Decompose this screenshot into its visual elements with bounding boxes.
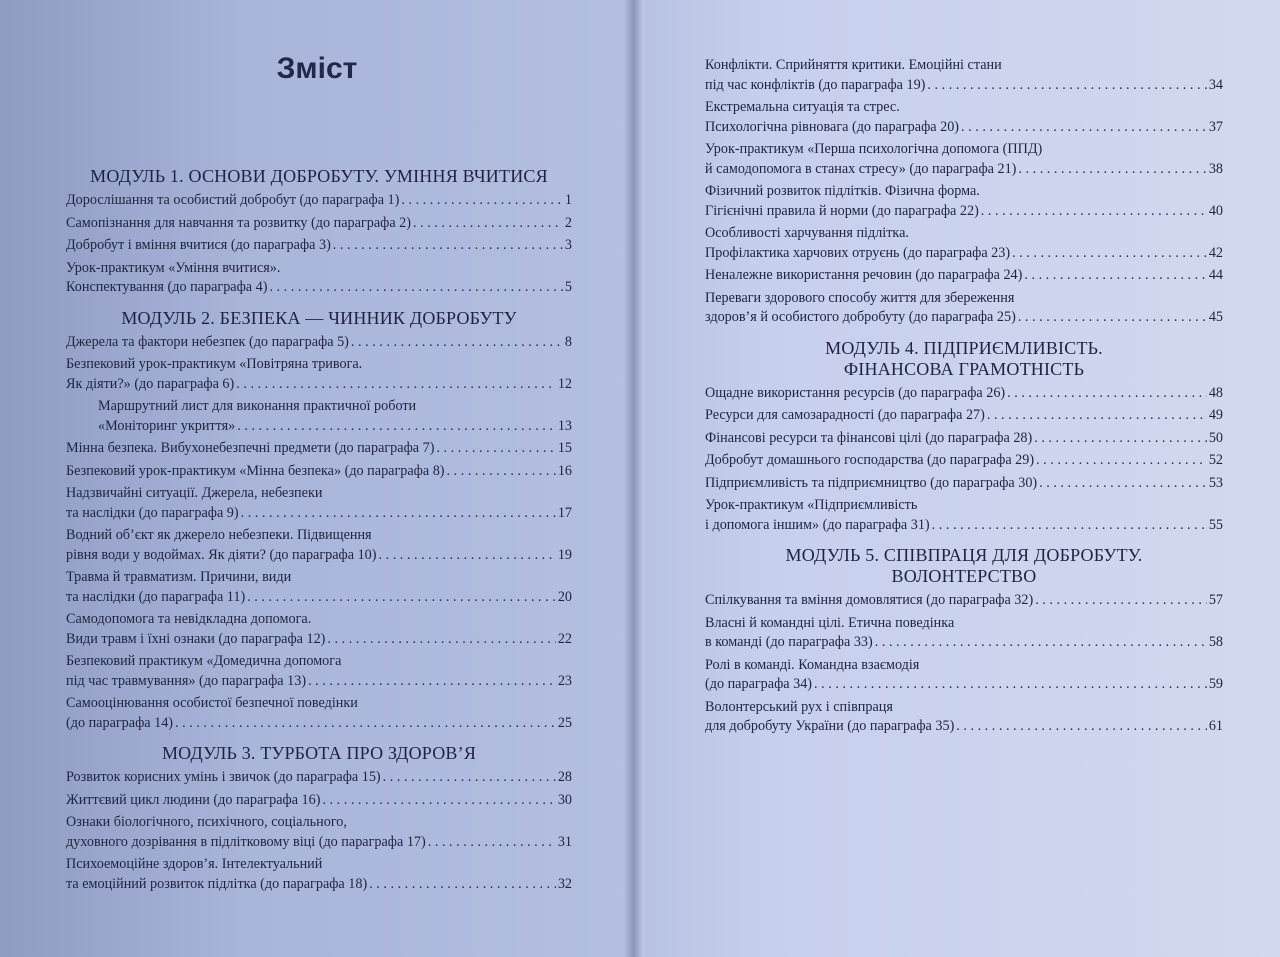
toc-entry-text: Власні й командні цілі. Етична поведінка	[705, 614, 955, 631]
page-number: 17	[557, 504, 572, 521]
toc-entry	[66, 355, 572, 394]
toc-entry-text: Самодопомога та невідкладна допомога.	[66, 611, 312, 627]
toc-entry	[705, 289, 1223, 328]
toc-entry-text: Неналежне використання речовин (до параграфа 24)	[705, 267, 1023, 283]
toc-entry-text: Маршрутний лист для виконання практичної роботи	[98, 398, 417, 414]
dot-leader	[1018, 308, 1207, 328]
toc-entry-text: Ознаки біологічного, психічного, соціального,	[66, 814, 347, 830]
toc-entry	[705, 140, 1223, 179]
toc-entry-text: для добробуту України (до параграфа 35)	[705, 718, 955, 734]
dot-leader	[1024, 266, 1206, 286]
toc-entry-text: Види травм і їхні ознаки (до параграфа 12)	[66, 630, 326, 647]
toc-entry-text: Розвиток корисних умінь і звичок (до параграфа 15)	[66, 769, 381, 785]
page-number: 37	[1208, 118, 1223, 135]
dot-leader	[1036, 451, 1207, 471]
dot-leader	[333, 236, 563, 256]
toc-entry-text: Водний об’єкт як джерело небезпеки. Підвищення	[66, 527, 372, 543]
page-number: 1	[564, 192, 572, 208]
toc-entry	[705, 98, 1223, 137]
toc-entry	[705, 429, 1223, 449]
toc-entry	[66, 568, 572, 607]
toc-entry	[705, 224, 1223, 263]
toc-entry-text: Самооцінювання особистої безпечної поведінки	[66, 695, 358, 711]
page-number: 23	[557, 672, 572, 689]
toc-entry	[66, 768, 572, 788]
toc-entry	[705, 591, 1223, 611]
page-number: 5	[564, 279, 572, 295]
toc-entry-text: Самопізнання для навчання та розвитку (до параграфа 2)	[66, 214, 411, 231]
toc-entry-text: Психологічна рівновага (до параграфа 20)	[705, 118, 960, 135]
module-heading	[66, 166, 572, 187]
module-heading-line: МОДУЛЬ 1. ОСНОВИ ДОБРОБУТУ. УМІННЯ ВЧИТИСЯ	[90, 166, 548, 186]
page-number: 38	[1208, 160, 1223, 177]
page-number: 55	[1208, 516, 1223, 533]
toc-entry	[705, 496, 1223, 535]
module-heading-line: ФІНАНСОВА ГРАМОТНІСТЬ	[843, 358, 1085, 379]
toc-right-column	[705, 56, 1223, 740]
toc-entry	[66, 526, 572, 565]
toc-entry-text: Переваги здорового способу життя для збереження	[705, 289, 1015, 306]
toc-entry-text: Урок-практикум «Уміння вчитися».	[66, 259, 281, 276]
toc-entry-text: «Моніторинг укриття»	[98, 417, 236, 434]
toc-entry-text: Надзвичайні ситуації. Джерела, небезпеки	[66, 485, 323, 501]
dot-leader	[369, 875, 556, 895]
module-heading	[705, 545, 1223, 587]
module-heading	[66, 308, 572, 329]
page-number: 50	[1208, 429, 1223, 446]
dot-leader	[932, 516, 1207, 536]
page-number: 12	[557, 375, 572, 392]
toc-entry-text: Ресурси для самозарадності (до параграфа 27)	[705, 407, 985, 423]
dot-leader	[1035, 591, 1207, 611]
page-number: 45	[1208, 309, 1223, 325]
toc-entry-text: Добробут домашнього господарства (до параграфа 29)	[705, 452, 1035, 468]
dot-leader	[981, 202, 1207, 222]
toc-entry	[66, 855, 572, 894]
dot-leader	[1012, 244, 1207, 264]
toc-entry-text: Підприємливість та підприємництво (до параграфа 30)	[705, 474, 1038, 491]
dot-leader	[308, 672, 556, 692]
toc-entry	[66, 462, 572, 482]
dot-leader	[401, 191, 563, 211]
dot-leader	[327, 630, 555, 650]
dot-leader	[961, 118, 1207, 138]
page-number: 30	[557, 791, 572, 808]
book-gutter	[624, 0, 644, 957]
module-heading-line: МОДУЛЬ 5. СПІВПРАЦЯ ДЛЯ ДОБРОБУТУ.	[785, 545, 1143, 565]
toc-entry-text: Конфлікти. Сприйняття критики. Емоційні стани	[705, 57, 1002, 73]
page-number: 20	[557, 588, 572, 605]
toc-entry-text: (до параграфа 34)	[705, 676, 813, 692]
toc-entry-text: Як діяти?» (до параграфа 6)	[66, 375, 235, 392]
toc-entry	[705, 182, 1223, 221]
toc-entry	[66, 397, 572, 436]
toc-entry-text: Безпековий практикум «Домедична допомога	[66, 653, 342, 669]
dot-leader	[987, 406, 1207, 426]
dot-leader	[814, 675, 1207, 695]
toc-entry	[705, 266, 1223, 286]
toc-entry-text: Фінансові ресурси та фінансові цілі (до параграфа 28)	[705, 429, 1033, 446]
toc-entry	[66, 484, 572, 523]
toc-entry-text: Травма й травматизм. Причини, види	[66, 569, 292, 585]
toc-entry-text: Ощадне використання ресурсів (до параграфа 26)	[705, 384, 1006, 401]
page-number: 61	[1208, 718, 1223, 734]
toc-entry-text: Психоемоційне здоров’я. Інтелектуальний	[66, 856, 323, 872]
toc-entry-text: Фізичний розвиток підлітків. Фізична форма.	[705, 183, 980, 199]
page-number: 59	[1208, 676, 1223, 692]
toc-entry	[66, 694, 572, 733]
page-number: 15	[557, 440, 572, 456]
dot-leader	[413, 214, 563, 234]
page-number: 42	[1208, 244, 1223, 261]
toc-entry-text: та емоційний розвиток підлітка (до параграфа 18)	[66, 875, 368, 892]
toc-entry-text: Конспектування (до параграфа 4)	[66, 279, 268, 295]
page-number: 40	[1208, 202, 1223, 219]
toc-entry-text: Волонтерський рух і співпраця	[705, 698, 893, 715]
page-number: 22	[557, 630, 572, 647]
page-title: Зміст	[276, 52, 358, 85]
module-heading-line: МОДУЛЬ 2. БЕЗПЕКА — ЧИННИК ДОБРОБУТУ	[121, 307, 517, 328]
page-number: 48	[1208, 384, 1223, 401]
module-heading-line: ВОЛОНТЕРСТВО	[891, 566, 1037, 586]
toc-entry	[705, 56, 1223, 95]
dot-leader	[447, 462, 556, 482]
page-number: 16	[557, 462, 572, 479]
toc-entry	[705, 384, 1223, 404]
toc-entry	[66, 214, 572, 234]
page-number: 2	[564, 214, 572, 231]
toc-entry-text: (до параграфа 14)	[66, 714, 174, 731]
toc-entry	[705, 451, 1223, 471]
page-number: 58	[1208, 634, 1223, 650]
toc-entry	[66, 791, 572, 811]
dot-leader	[927, 76, 1206, 96]
page-number: 13	[557, 417, 572, 434]
toc-entry-text: рівня води у водоймах. Як діяти? (до параграфа 10)	[66, 546, 377, 563]
dot-leader	[956, 717, 1207, 737]
toc-entry-text: Гігієнічні правила й норми (до параграфа 22)	[705, 202, 979, 219]
dot-leader	[269, 278, 562, 298]
toc-entry-text: Екстремальна ситуація та стрес.	[705, 99, 900, 115]
page-number: 3	[564, 237, 572, 253]
dot-leader	[379, 546, 556, 566]
toc-entry	[66, 813, 572, 852]
toc-entry-text: та наслідки (до параграфа 9)	[66, 504, 239, 521]
toc-entry	[705, 406, 1223, 426]
toc-entry-text: здоров’я й особистого добробуту (до параграфа 25)	[705, 309, 1016, 325]
toc-entry	[66, 191, 572, 211]
page-number: 25	[557, 714, 572, 731]
toc-entry-text: та наслідки (до параграфа 11)	[66, 588, 246, 605]
toc-entry-text: Життєвий цикл людини (до параграфа 16)	[66, 791, 321, 808]
toc-entry	[705, 656, 1223, 695]
toc-entry-text: і допомога іншим» (до параграфа 31)	[705, 516, 930, 533]
dot-leader	[383, 768, 556, 788]
toc-entry-text: Безпековий урок-практикум «Мінна безпека» (до параграфа 8)	[66, 462, 445, 479]
page-number: 28	[557, 769, 572, 785]
page-number: 32	[557, 875, 572, 892]
toc-entry	[705, 698, 1223, 737]
dot-leader	[322, 791, 555, 811]
module-heading	[66, 743, 572, 764]
toc-entry	[705, 614, 1223, 653]
dot-leader	[247, 588, 556, 608]
page-number: 34	[1208, 76, 1223, 93]
toc-entry-text: під час травмування» (до параграфа 13)	[66, 672, 307, 689]
toc-entry-text: Урок-практикум «Перша психологічна допомога (ППД)	[705, 141, 1043, 157]
toc-entry-text: духовного дозрівання в підлітковому віці (до параграфа 17)	[66, 833, 426, 850]
page-number: 57	[1208, 592, 1223, 608]
toc-entry-text: Профілактика харчових отруєнь (до параграфа 23)	[705, 244, 1011, 261]
toc-entry-text: Спілкування та вміння домовлятися (до параграфа 32)	[705, 592, 1034, 608]
toc-entry-text: й самодопомога в станах стресу» (до параграфа 21)	[705, 160, 1017, 177]
toc-entry	[66, 652, 572, 691]
dot-leader	[1034, 429, 1207, 449]
toc-entry	[66, 333, 572, 353]
dot-leader	[875, 633, 1207, 653]
toc-entry	[66, 439, 572, 459]
page-number: 31	[557, 833, 572, 850]
toc-entry	[705, 474, 1223, 494]
dot-leader	[1039, 474, 1207, 494]
dot-leader	[241, 504, 556, 524]
page-number: 53	[1208, 474, 1223, 491]
dot-leader	[237, 417, 556, 437]
dot-leader	[351, 333, 563, 353]
toc-entry-text: Дорослішання та особистий добробут (до параграфа 1)	[66, 192, 400, 208]
page-number: 8	[564, 333, 572, 350]
toc-entry-text: Мінна безпека. Вибухонебезпечні предмети (до параграфа 7)	[66, 440, 435, 456]
toc-entry	[66, 610, 572, 649]
toc-entry-text: в команді (до параграфа 33)	[705, 634, 873, 650]
toc-entry-text: Джерела та фактори небезпек (до параграфа 5)	[66, 333, 349, 350]
dot-leader	[236, 375, 556, 395]
toc-entry-text: Урок-практикум «Підприємливість	[705, 497, 918, 513]
dot-leader	[175, 714, 556, 734]
toc-entry-text: Ролі в команді. Командна взаємодія	[705, 656, 920, 673]
module-heading	[705, 338, 1223, 380]
page-number: 52	[1208, 452, 1223, 468]
dot-leader	[436, 439, 555, 459]
dot-leader	[1018, 160, 1206, 180]
toc-entry-text: Особливості харчування підлітка.	[705, 225, 909, 241]
toc-entry-text: Безпековий урок-практикум «Повітряна тривога.	[66, 356, 363, 372]
toc-entry-text: під час конфліктів (до параграфа 19)	[705, 76, 926, 93]
toc-entry-text: Добробут і вміння вчитися (до параграфа 3)	[66, 237, 331, 253]
module-heading-line: МОДУЛЬ 3. ТУРБОТА ПРО ЗДОРОВ’Я	[161, 743, 477, 763]
page-number: 49	[1208, 407, 1223, 423]
module-heading-line: МОДУЛЬ 4. ПІДПРИЄМЛИВІСТЬ.	[825, 337, 1103, 358]
toc-entry	[66, 236, 572, 256]
toc-entry	[66, 259, 572, 298]
toc-left-column	[66, 156, 572, 897]
dot-leader	[428, 833, 556, 853]
page-number: 19	[557, 546, 572, 563]
dot-leader	[1007, 384, 1207, 404]
page-number: 44	[1208, 267, 1223, 283]
